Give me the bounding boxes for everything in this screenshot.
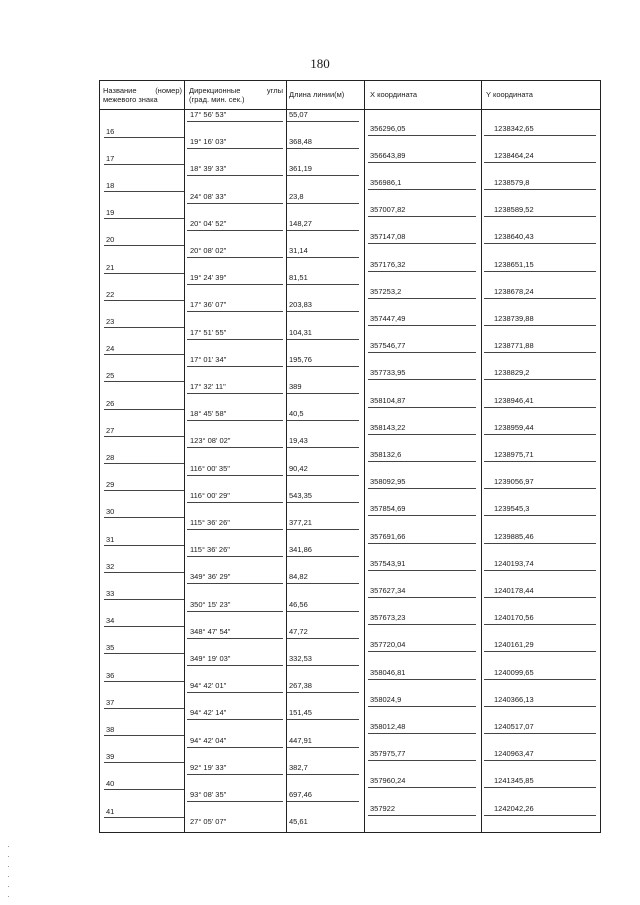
header-angle-word1: Дирекционные <box>189 86 241 95</box>
row-rule <box>368 815 476 816</box>
row-rule <box>187 638 283 639</box>
x-coordinate-cell: 358092,95 <box>370 477 406 487</box>
angle-cell: 24° 08' 33" <box>190 191 227 201</box>
row-rule <box>287 148 359 149</box>
row-rule <box>104 789 184 790</box>
row-rule <box>104 817 184 818</box>
y-coordinate-cell: 1239056,97 <box>494 477 534 487</box>
row-rule <box>187 393 283 394</box>
x-coordinate-cell: 357627,34 <box>370 586 406 595</box>
angle-cell: 115° 36' 26" <box>190 545 230 555</box>
row-rule <box>187 774 283 775</box>
x-coordinate-cell: 358143,22 <box>370 422 406 432</box>
row-rule <box>287 475 359 476</box>
y-coordinate-cell: 1240366,13 <box>494 694 534 704</box>
row-rule <box>187 203 283 204</box>
point-name-cell: 16 <box>106 126 115 136</box>
angle-cell: 18° 39' 33" <box>190 164 227 174</box>
row-rule <box>368 135 476 136</box>
table-body <box>100 109 600 834</box>
y-coordinate-cell: 1238946,41 <box>494 395 534 405</box>
x-coordinate-cell: 357673,23 <box>370 613 406 623</box>
scan-speck <box>8 896 9 897</box>
scan-speck <box>8 866 9 867</box>
row-rule <box>287 393 359 394</box>
y-coordinate-cell: 1238829,2 <box>494 368 530 378</box>
row-rule <box>104 191 184 192</box>
length-cell: 332,53 <box>289 654 312 663</box>
length-cell: 697,46 <box>289 790 312 799</box>
length-cell: 377,21 <box>289 518 312 527</box>
point-name-cell: 39 <box>106 752 115 762</box>
y-coordinate-cell: 1240170,56 <box>494 613 534 623</box>
row-rule <box>287 339 359 340</box>
angle-cell: 19° 16' 03" <box>190 137 227 147</box>
length-cell: 382,7 <box>289 762 308 772</box>
scan-speck <box>8 856 9 857</box>
point-name-cell: 28 <box>106 453 115 462</box>
header-name <box>103 86 182 104</box>
angle-cell: 350° 15' 23" <box>190 599 231 609</box>
y-coordinate-cell: 1238640,43 <box>494 232 534 242</box>
length-cell: 31,14 <box>289 246 308 255</box>
row-rule <box>187 420 283 421</box>
row-rule <box>368 189 476 190</box>
y-coordinate-cell: 1240099,65 <box>494 667 534 677</box>
point-name-cell: 17 <box>106 153 115 163</box>
y-coordinate-cell: 1241345,85 <box>494 776 534 786</box>
row-rule <box>187 556 283 557</box>
y-coordinate-cell: 1239885,46 <box>494 531 534 541</box>
x-coordinate-cell: 357447,49 <box>370 314 406 323</box>
y-coordinate-cell: 1238464,24 <box>494 150 534 160</box>
y-coordinate-cell: 1238589,52 <box>494 205 534 215</box>
row-rule <box>187 339 283 340</box>
page-number: 180 <box>310 56 330 71</box>
angle-cell: 115° 36' 26" <box>190 518 230 527</box>
point-name-cell: 26 <box>106 398 115 408</box>
y-coordinate-cell: 1239545,3 <box>494 504 530 514</box>
row-rule <box>368 243 476 244</box>
point-name-cell: 34 <box>106 616 115 626</box>
row-rule <box>187 692 283 693</box>
row-rule <box>104 245 184 246</box>
row-rule <box>104 681 184 682</box>
header-angle-word2: углы <box>266 86 283 95</box>
row-rule <box>104 490 184 491</box>
y-coordinate-cell: 1238342,65 <box>494 123 534 133</box>
length-cell: 447,91 <box>289 735 312 745</box>
x-coordinate-cell: 356296,05 <box>370 123 406 133</box>
row-rule <box>187 475 283 476</box>
row-rule <box>368 624 476 625</box>
row-rule <box>368 434 476 435</box>
row-rule <box>104 354 184 355</box>
x-coordinate-cell: 357975,77 <box>370 749 406 759</box>
length-cell: 203,83 <box>289 300 312 310</box>
x-coordinate-cell: 357691,66 <box>370 531 406 541</box>
row-rule <box>287 230 359 231</box>
angle-cell: 94° 42' 01" <box>190 681 227 691</box>
row-rule <box>104 409 184 410</box>
row-rule <box>287 583 359 584</box>
row-rule <box>187 447 283 448</box>
row-rule <box>187 284 283 285</box>
row-rule <box>104 653 184 654</box>
y-coordinate-cell: 1240193,74 <box>494 558 534 568</box>
row-rule <box>484 216 596 217</box>
angle-cell: 93° 08' 35" <box>190 790 227 799</box>
x-coordinate-cell: 358132,6 <box>370 450 402 459</box>
row-rule <box>104 572 184 573</box>
length-cell: 23,8 <box>289 191 304 201</box>
row-rule <box>368 733 476 734</box>
row-rule <box>287 203 359 204</box>
row-rule <box>187 583 283 584</box>
angle-cell: 123° 08' 02" <box>190 436 231 446</box>
point-name-cell: 40 <box>106 779 115 789</box>
header-y: Y координата <box>486 90 533 99</box>
row-rule <box>287 719 359 720</box>
row-rule <box>287 366 359 367</box>
row-rule <box>368 407 476 408</box>
row-rule <box>484 815 596 816</box>
angle-cell: 17° 01' 34" <box>190 354 227 364</box>
row-rule <box>368 543 476 544</box>
row-rule <box>368 271 476 272</box>
point-name-cell: 41 <box>106 806 115 816</box>
angle-cell: 94° 42' 04" <box>190 735 227 745</box>
row-rule <box>287 665 359 666</box>
row-rule <box>104 218 184 219</box>
angle-cell: 349° 19' 03" <box>190 654 231 663</box>
length-cell: 267,38 <box>289 681 312 691</box>
length-cell: 543,35 <box>289 490 312 500</box>
row-rule <box>368 488 476 489</box>
row-rule <box>187 747 283 748</box>
row-rule <box>104 327 184 328</box>
row-rule <box>187 801 283 802</box>
row-rule <box>187 121 283 122</box>
row-rule <box>368 352 476 353</box>
angle-cell: 92° 19' 33" <box>190 762 227 772</box>
x-coordinate-cell: 356643,89 <box>370 150 406 160</box>
row-rule <box>187 257 283 258</box>
length-cell: 90,42 <box>289 463 308 473</box>
row-rule <box>484 243 596 244</box>
row-rule <box>287 611 359 612</box>
x-coordinate-cell: 357720,04 <box>370 640 406 650</box>
row-rule <box>484 706 596 707</box>
x-coordinate-cell: 357854,69 <box>370 504 406 514</box>
x-coordinate-cell: 356986,1 <box>370 178 402 187</box>
row-rule <box>287 774 359 775</box>
angle-cell: 19° 24' 39" <box>190 273 227 283</box>
y-coordinate-cell: 1238739,88 <box>494 314 534 323</box>
row-rule <box>484 407 596 408</box>
row-rule <box>484 325 596 326</box>
row-rule <box>104 735 184 736</box>
angle-cell: 94° 42' 14" <box>190 708 227 718</box>
row-rule <box>484 488 596 489</box>
length-cell: 47,72 <box>289 626 308 636</box>
header-length: Длина линии(м) <box>289 90 345 99</box>
row-rule <box>368 325 476 326</box>
row-rule <box>104 381 184 382</box>
row-rule <box>368 216 476 217</box>
x-coordinate-cell: 357546,77 <box>370 341 406 351</box>
y-coordinate-cell: 1238678,24 <box>494 286 534 296</box>
row-rule <box>187 665 283 666</box>
length-cell: 368,48 <box>289 137 312 147</box>
row-rule <box>484 352 596 353</box>
row-rule <box>484 787 596 788</box>
row-rule <box>287 529 359 530</box>
x-coordinate-cell: 358104,87 <box>370 395 406 405</box>
row-rule <box>484 543 596 544</box>
row-rule <box>104 300 184 301</box>
point-name-cell: 18 <box>106 181 115 190</box>
row-rule <box>187 175 283 176</box>
row-rule <box>484 597 596 598</box>
row-rule <box>484 624 596 625</box>
row-rule <box>287 284 359 285</box>
length-cell: 46,56 <box>289 599 308 609</box>
angle-cell: 116° 00' 35" <box>190 463 230 473</box>
row-rule <box>368 162 476 163</box>
row-rule <box>484 515 596 516</box>
row-rule <box>104 626 184 627</box>
angle-cell: 349° 36' 29" <box>190 572 231 582</box>
point-name-cell: 30 <box>106 507 115 517</box>
header-name-word2: (номер) <box>155 86 182 95</box>
header-angle <box>189 86 283 104</box>
angle-cell: 17° 56' 53" <box>190 110 227 119</box>
header-x: X координата <box>370 90 418 99</box>
table-header <box>100 81 600 110</box>
row-rule <box>368 651 476 652</box>
point-name-cell: 33 <box>106 589 115 598</box>
angle-cell: 18° 45' 58" <box>190 409 227 419</box>
y-coordinate-cell: 1240161,29 <box>494 640 534 650</box>
length-cell: 19,43 <box>289 436 308 446</box>
row-rule <box>368 597 476 598</box>
point-name-cell: 31 <box>106 534 115 544</box>
row-rule <box>104 436 184 437</box>
x-coordinate-cell: 357007,82 <box>370 205 406 215</box>
row-rule <box>484 271 596 272</box>
row-rule <box>368 515 476 516</box>
length-cell: 40,5 <box>289 409 304 419</box>
point-name-cell: 38 <box>106 725 115 734</box>
row-rule <box>484 733 596 734</box>
y-coordinate-cell: 1240178,44 <box>494 586 534 595</box>
row-rule <box>484 434 596 435</box>
row-rule <box>287 257 359 258</box>
row-rule <box>484 379 596 380</box>
y-coordinate-cell: 1238579,8 <box>494 178 530 187</box>
row-rule <box>484 189 596 190</box>
row-rule <box>287 801 359 802</box>
row-rule <box>484 651 596 652</box>
header-name-word1: Название <box>103 86 137 95</box>
point-name-cell: 21 <box>106 262 115 272</box>
row-rule <box>287 556 359 557</box>
point-name-cell: 37 <box>106 697 115 707</box>
row-rule <box>287 747 359 748</box>
angle-cell: 348° 47' 54" <box>190 626 231 636</box>
y-coordinate-cell: 1240963,47 <box>494 749 534 759</box>
x-coordinate-cell: 357253,2 <box>370 286 402 296</box>
length-cell: 195,76 <box>289 354 312 364</box>
length-cell: 55,07 <box>289 110 308 119</box>
row-rule <box>187 148 283 149</box>
row-rule <box>104 762 184 763</box>
row-rule <box>484 570 596 571</box>
length-cell: 148,27 <box>289 218 312 228</box>
row-rule <box>484 461 596 462</box>
row-rule <box>287 502 359 503</box>
row-rule <box>484 760 596 761</box>
row-rule <box>104 517 184 518</box>
row-rule <box>287 447 359 448</box>
y-coordinate-cell: 1242042,26 <box>494 803 534 813</box>
point-name-cell: 29 <box>106 480 115 490</box>
x-coordinate-cell: 357147,08 <box>370 232 406 242</box>
row-rule <box>187 230 283 231</box>
angle-cell: 20° 08' 02" <box>190 246 227 255</box>
row-rule <box>368 787 476 788</box>
point-name-cell: 24 <box>106 344 115 354</box>
row-rule <box>368 379 476 380</box>
point-name-cell: 35 <box>106 643 115 653</box>
x-coordinate-cell: 357922 <box>370 803 396 813</box>
angle-cell: 116° 00' 29" <box>190 490 230 500</box>
scan-speck <box>8 846 9 847</box>
point-name-cell: 32 <box>106 561 115 571</box>
row-rule <box>104 164 184 165</box>
header-name-line2: межевого знака <box>103 95 158 104</box>
angle-cell: 17° 32' 11" <box>190 382 226 391</box>
length-cell: 84,82 <box>289 572 308 582</box>
row-rule <box>484 298 596 299</box>
angle-cell: 17° 51' 55" <box>190 327 227 337</box>
x-coordinate-cell: 357960,24 <box>370 776 406 786</box>
row-rule <box>287 175 359 176</box>
row-rule <box>368 679 476 680</box>
x-coordinate-cell: 358012,48 <box>370 722 406 731</box>
y-coordinate-cell: 1238771,88 <box>494 341 534 351</box>
row-rule <box>104 708 184 709</box>
length-cell: 45,61 <box>289 817 308 827</box>
y-coordinate-cell: 1238651,15 <box>494 259 534 269</box>
point-name-cell: 22 <box>106 289 115 299</box>
length-cell: 81,51 <box>289 273 308 283</box>
length-cell: 151,45 <box>289 708 312 718</box>
row-rule <box>104 273 184 274</box>
y-coordinate-cell: 1240517,07 <box>494 722 534 731</box>
length-cell: 361,19 <box>289 164 312 174</box>
x-coordinate-cell: 357733,95 <box>370 368 406 378</box>
row-rule <box>104 599 184 600</box>
row-rule <box>368 760 476 761</box>
x-coordinate-cell: 358046,81 <box>370 667 406 677</box>
length-cell: 341,86 <box>289 545 312 555</box>
row-rule <box>484 135 596 136</box>
row-rule <box>104 545 184 546</box>
y-coordinate-cell: 1238959,44 <box>494 422 534 432</box>
row-rule <box>187 611 283 612</box>
header-angle-line2: (град. мин. сек.) <box>189 95 245 104</box>
row-rule <box>368 570 476 571</box>
row-rule <box>287 420 359 421</box>
row-rule <box>187 719 283 720</box>
angle-cell: 20° 04' 52" <box>190 218 227 228</box>
point-name-cell: 23 <box>106 317 115 326</box>
row-rule <box>104 463 184 464</box>
x-coordinate-cell: 358024,9 <box>370 694 402 704</box>
row-rule <box>187 502 283 503</box>
x-coordinate-cell: 357543,91 <box>370 558 406 568</box>
scan-speck <box>8 886 9 887</box>
row-rule <box>287 692 359 693</box>
row-rule <box>187 366 283 367</box>
x-coordinate-cell: 357176,32 <box>370 259 406 269</box>
scan-speck <box>8 876 9 877</box>
point-name-cell: 20 <box>106 235 115 245</box>
boundary-coordinates-table <box>99 80 601 833</box>
point-name-cell: 25 <box>106 371 115 381</box>
row-rule <box>287 638 359 639</box>
row-rule <box>287 121 359 122</box>
point-name-cell: 19 <box>106 208 115 218</box>
y-coordinate-cell: 1238975,71 <box>494 450 534 459</box>
row-rule <box>368 298 476 299</box>
row-rule <box>368 461 476 462</box>
length-cell: 104,31 <box>289 327 312 337</box>
angle-cell: 27° 05' 07" <box>190 817 227 827</box>
row-rule <box>187 311 283 312</box>
row-rule <box>484 162 596 163</box>
point-name-cell: 36 <box>106 670 115 680</box>
row-rule <box>104 137 184 138</box>
row-rule <box>368 706 476 707</box>
row-rule <box>187 529 283 530</box>
row-rule <box>287 311 359 312</box>
length-cell: 389 <box>289 382 302 391</box>
point-name-cell: 27 <box>106 425 115 435</box>
row-rule <box>484 679 596 680</box>
angle-cell: 17° 36' 07" <box>190 300 227 310</box>
